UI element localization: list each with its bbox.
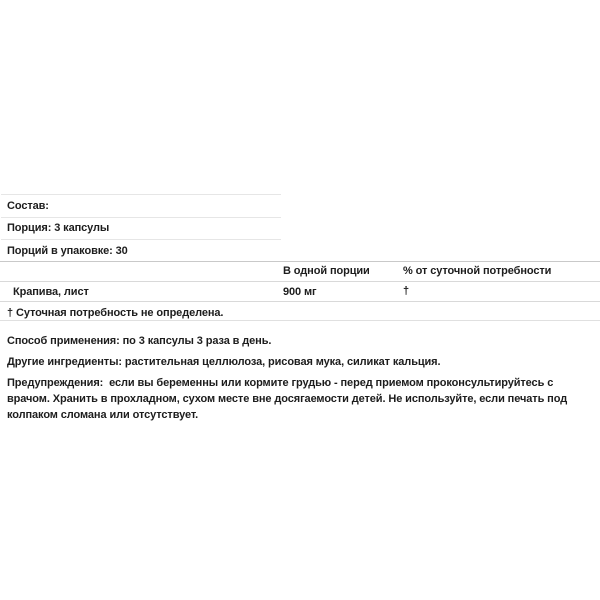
divider [1,239,281,240]
warnings: Предупреждения: если вы беременны или кормите грудью - перед приемом проконсультируйтесь с врачом. Хранить в прохладном, сухом месте вне досягаемости детей. Не используйте, если печать под колпаком сломана или отсутствует. [7,377,571,421]
divider-top [1,194,281,195]
column-header-per-serving: В одной порции [283,265,370,277]
divider [0,281,600,282]
composition-label: Состав: [7,200,49,212]
other-ingredients: Другие ингредиенты: растительная целлюлоза, рисовая мука, силикат кальция. [7,356,441,368]
ingredient-amount: 900 мг [283,286,317,298]
ingredient-name: Крапива, лист [13,286,89,298]
table-top-divider [0,261,600,262]
ingredient-daily-value: † [403,285,410,297]
directions: Способ применения: по 3 капсулы 3 раза в день. [7,335,272,347]
divider [0,301,600,302]
footnote: † Суточная потребность не определена. [7,307,224,319]
column-header-daily-value: % от суточной потребности [403,265,552,277]
servings-per-container: Порций в упаковке: 30 [7,245,128,257]
divider-bottom [0,320,600,321]
serving-size: Порция: 3 капсулы [7,222,110,234]
divider [1,217,281,218]
